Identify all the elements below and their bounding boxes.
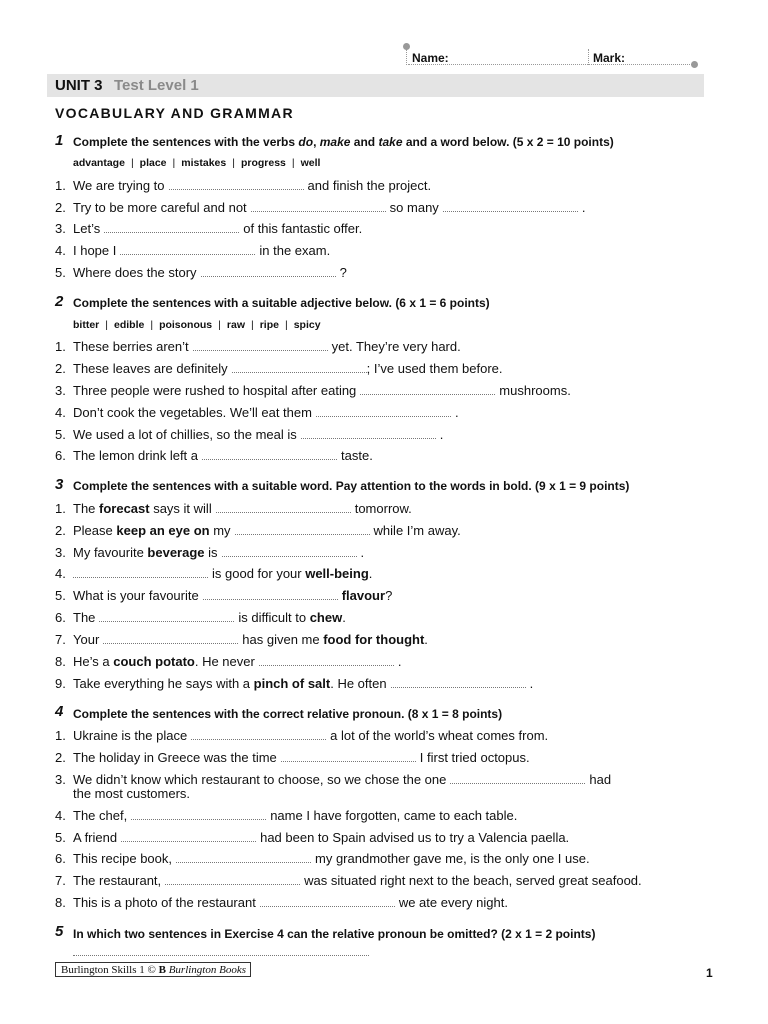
item-text: A friend <box>73 830 118 845</box>
bold-phrase: keep an eye on <box>116 523 210 538</box>
unit-bar <box>47 74 704 97</box>
name-field-line[interactable] <box>408 64 696 65</box>
question-item-continuation: the most customers. <box>73 786 191 801</box>
word-bank-item: bitter <box>73 319 100 331</box>
item-number: 6. <box>55 610 66 625</box>
answer-blank[interactable] <box>232 363 367 373</box>
answer-blank[interactable] <box>99 612 234 622</box>
question-item <box>55 523 461 538</box>
word-bank: bitter | edible | poisonous | raw | ripe | spicy <box>73 319 321 331</box>
name-mark-header <box>400 44 698 72</box>
word-bank-item: edible <box>113 319 145 331</box>
item-text: so many <box>389 200 439 215</box>
word-bank-item: poisonous <box>159 319 213 331</box>
bold-phrase: well-being <box>305 566 369 581</box>
item-number: 2. <box>55 200 66 215</box>
item-text: Where does the story <box>73 265 197 280</box>
item-text: I hope I <box>73 243 117 258</box>
question-item <box>55 383 571 398</box>
item-text: yet. They’re very hard. <box>331 339 461 354</box>
item-text: ? <box>385 588 393 603</box>
item-text: This is a photo of the restaurant <box>73 895 256 910</box>
item-number: 4. <box>55 405 66 420</box>
item-text: We didn’t know which restaurant to choose, so we chose the one <box>73 772 447 787</box>
item-number: 1. <box>55 178 66 193</box>
question-item <box>55 200 585 215</box>
question-item <box>55 545 364 560</box>
answer-blank[interactable] <box>169 180 304 190</box>
bold-phrase: pinch of salt <box>253 676 331 691</box>
item-text: of this fantastic offer. <box>243 221 363 236</box>
instr-text: Complete the sentences with the verbs <box>73 135 299 149</box>
item-number: 7. <box>55 873 66 888</box>
exercise-number: 1 <box>55 132 64 149</box>
item-text: Your <box>73 632 100 647</box>
item-number: 1. <box>55 728 66 743</box>
exercise-instruction: Complete the sentences with a suitable word. Pay attention to the words in bold. (9 x 1 = 9 points) <box>73 479 630 493</box>
item-text: and finish the project. <box>307 178 432 193</box>
word-bank: advantage | place | mistakes | progress | well <box>73 157 321 169</box>
instr-text: make <box>319 135 351 149</box>
question-item <box>55 501 412 516</box>
instr-text: do <box>298 135 314 149</box>
item-text: Let’s <box>73 221 101 236</box>
item-text: has given me <box>242 632 324 647</box>
item-number: 2. <box>55 361 66 376</box>
question-item <box>55 654 401 669</box>
item-text: mushrooms. <box>499 383 571 398</box>
word-bank-item: place <box>139 157 167 169</box>
item-number: 3. <box>55 221 66 236</box>
answer-blank[interactable] <box>316 407 451 417</box>
name-label: Name: <box>412 51 449 65</box>
answer-blank[interactable] <box>121 832 256 842</box>
question-item <box>55 873 642 888</box>
answer-blank[interactable] <box>191 730 326 740</box>
footer-copyright <box>55 962 251 977</box>
item-text: Try to be more careful and not <box>73 200 247 215</box>
bold-phrase: chew <box>309 610 343 625</box>
item-number: 4. <box>55 243 66 258</box>
question-item <box>55 772 611 787</box>
copyright-text: Burlington Skills 1 © <box>61 964 159 976</box>
item-text: had <box>589 772 612 787</box>
item-text: The lemon drink left a <box>73 448 199 463</box>
bold-phrase: food for thought <box>323 632 425 647</box>
item-text: Ukraine is the place <box>73 728 188 743</box>
item-text: my grandmother gave me, is the only one I use. <box>315 851 590 866</box>
question-item <box>55 676 533 691</box>
answer-blank[interactable] <box>131 810 266 820</box>
item-text: Three people were rushed to hospital after eating <box>73 383 357 398</box>
mark-label: Mark: <box>593 51 626 65</box>
question-item <box>55 566 372 581</box>
question-item <box>55 221 362 236</box>
question-item <box>55 632 428 647</box>
divider <box>406 49 407 65</box>
publisher-name: Burlington Books <box>168 964 246 976</box>
item-text: He’s a <box>73 654 114 669</box>
item-text: The restaurant, <box>73 873 162 888</box>
answer-blank[interactable] <box>216 503 351 513</box>
instr-text: and a word below. (5 x 2 = 10 points) <box>402 135 614 149</box>
item-text: ; I’ve used them before. <box>366 361 503 376</box>
item-text: my <box>209 523 231 538</box>
item-text: in the exam. <box>259 243 331 258</box>
question-item <box>55 361 503 376</box>
test-level: Test Level 1 <box>114 77 199 94</box>
answer-blank[interactable] <box>120 245 255 255</box>
item-text: is <box>204 545 218 560</box>
answer-blank[interactable] <box>260 897 395 907</box>
item-text: . <box>424 632 428 647</box>
question-item <box>55 851 590 866</box>
question-item <box>55 610 346 625</box>
item-number: 3. <box>55 772 66 787</box>
item-text: We used a lot of chillies, so the meal is <box>73 427 297 442</box>
item-text: Don’t cook the vegetables. We’ll eat them <box>73 405 312 420</box>
item-text: is good for your <box>212 566 306 581</box>
answer-blank[interactable] <box>301 429 436 439</box>
item-text: . <box>342 610 346 625</box>
item-text: This recipe book, <box>73 851 172 866</box>
bold-phrase: flavour <box>341 588 386 603</box>
answer-blank[interactable] <box>104 223 239 233</box>
item-number: 4. <box>55 566 66 581</box>
item-text: The <box>73 501 100 516</box>
divider <box>588 49 589 65</box>
item-number: 1. <box>55 339 66 354</box>
item-text: The holiday in Greece was the time <box>73 750 277 765</box>
item-number: 2. <box>55 750 66 765</box>
word-bank-item: raw <box>226 319 245 331</box>
answer-blank[interactable] <box>103 634 238 644</box>
word-bank-item: well <box>300 157 321 169</box>
item-text: My favourite <box>73 545 148 560</box>
exercise-number: 5 <box>55 923 64 940</box>
item-number: 5. <box>55 588 66 603</box>
item-number: 3. <box>55 383 66 398</box>
item-number: 4. <box>55 808 66 823</box>
question-item <box>55 178 431 193</box>
item-text: tomorrow. <box>354 501 412 516</box>
answer-blank[interactable] <box>176 853 311 863</box>
bold-phrase: forecast <box>99 501 150 516</box>
exercise-instruction: Complete the sentences with a suitable adjective below. (6 x 1 = 6 points) <box>73 296 490 310</box>
item-text: we ate every night. <box>398 895 508 910</box>
item-text: We are trying to <box>73 178 165 193</box>
answer-blank[interactable] <box>203 590 338 600</box>
answer-blank[interactable] <box>360 385 495 395</box>
question-item <box>55 728 548 743</box>
answer-blank[interactable] <box>259 656 394 666</box>
item-number: 7. <box>55 632 66 647</box>
exercise-number: 3 <box>55 476 64 493</box>
item-text: . He never <box>194 654 255 669</box>
exercise-instruction: In which two sentences in Exercise 4 can the relative pronoun be omitted? (2 x 1 = 2 points) <box>73 927 596 941</box>
instr-text: take <box>378 135 403 149</box>
item-number: 3. <box>55 545 66 560</box>
item-text: . <box>397 654 402 669</box>
answer-blank[interactable] <box>193 341 328 351</box>
item-text: had been to Spain advised us to try a Valencia paella. <box>260 830 570 845</box>
decor-dot <box>691 61 698 68</box>
word-bank-item: advantage <box>73 157 125 169</box>
item-text: The chef, <box>73 808 128 823</box>
answer-blank[interactable] <box>201 267 336 277</box>
instr-text: , <box>313 135 320 149</box>
item-text: The <box>73 610 96 625</box>
item-text: name I have forgotten, came to each table. <box>270 808 518 823</box>
question-item <box>55 339 461 354</box>
question-item <box>55 265 347 280</box>
bold-phrase: couch potato <box>113 654 195 669</box>
item-text: . <box>360 545 365 560</box>
item-number: 8. <box>55 895 66 910</box>
item-text: What is your favourite <box>73 588 199 603</box>
answer-blank[interactable] <box>450 774 585 784</box>
unit-label: UNIT 3 <box>55 77 103 94</box>
item-text: says it will <box>149 501 212 516</box>
answer-blank[interactable] <box>165 875 300 885</box>
question-item <box>55 243 330 258</box>
item-text: while I’m away. <box>373 523 461 538</box>
exercise-number: 2 <box>55 293 64 310</box>
word-bank-item: progress <box>240 157 286 169</box>
item-text: . He often <box>330 676 387 691</box>
item-number: 5. <box>55 265 66 280</box>
question-item <box>55 830 569 845</box>
item-text: . <box>368 566 373 581</box>
word-bank-item: spicy <box>293 319 321 331</box>
item-text: ? <box>339 265 347 280</box>
answer-blank[interactable] <box>202 450 337 460</box>
word-bank-item: mistakes <box>181 157 227 169</box>
answer-blank[interactable] <box>391 678 526 688</box>
question-item <box>55 588 392 603</box>
question-item <box>55 808 517 823</box>
answer-blank[interactable] <box>73 568 208 578</box>
instr-text: and <box>350 135 379 149</box>
exercise-number: 4 <box>55 703 64 720</box>
word-bank-item: ripe <box>259 319 279 331</box>
item-text: is difficult to <box>238 610 310 625</box>
item-number: 5. <box>55 427 66 442</box>
page-number: 1 <box>706 966 713 980</box>
question-item <box>55 448 373 463</box>
item-number: 6. <box>55 851 66 866</box>
item-text: Take everything he says with a <box>73 676 254 691</box>
item-text: a lot of the world’s wheat comes from. <box>330 728 549 743</box>
question-item <box>55 895 508 910</box>
answer-blank[interactable] <box>281 752 416 762</box>
burlington-logo-icon: B <box>158 964 166 976</box>
section-title: VOCABULARY AND GRAMMAR <box>55 105 294 121</box>
exercise-instruction <box>73 135 614 149</box>
answer-blank[interactable] <box>251 202 386 212</box>
item-number: 2. <box>55 523 66 538</box>
item-number: 1. <box>55 501 66 516</box>
question-item <box>55 427 443 442</box>
item-text: These leaves are definitely <box>73 361 228 376</box>
item-text: taste. <box>341 448 373 463</box>
item-number: 5. <box>55 830 66 845</box>
item-text: . <box>454 405 459 420</box>
item-text: These berries aren’t <box>73 339 189 354</box>
item-text: . <box>581 200 586 215</box>
item-number: 8. <box>55 654 66 669</box>
answer-blank[interactable] <box>443 202 578 212</box>
question-item <box>55 750 530 765</box>
question-item <box>55 405 459 420</box>
answer-blank[interactable] <box>235 525 370 535</box>
item-text: was situated right next to the beach, served great seafood. <box>304 873 642 888</box>
item-text: . <box>529 676 534 691</box>
bold-phrase: beverage <box>147 545 205 560</box>
item-number: 9. <box>55 676 66 691</box>
item-text: I first tried octopus. <box>419 750 530 765</box>
answer-blank[interactable] <box>73 955 369 956</box>
item-text: . <box>439 427 444 442</box>
answer-blank[interactable] <box>222 547 357 557</box>
item-text: Please <box>73 523 117 538</box>
item-number: 6. <box>55 448 66 463</box>
exercise-instruction: Complete the sentences with the correct relative pronoun. (8 x 1 = 8 points) <box>73 707 503 721</box>
